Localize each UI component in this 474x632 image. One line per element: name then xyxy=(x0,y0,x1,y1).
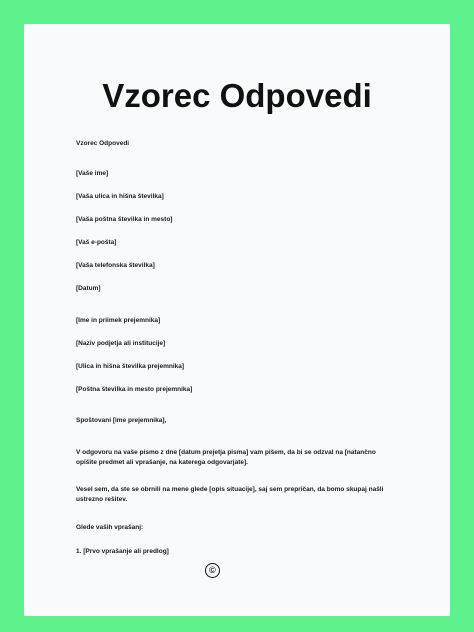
sender-street: [Vaša ulica in hišna številka] xyxy=(76,193,164,200)
sender-postal: [Vaša poštna številka in mesto] xyxy=(76,216,173,223)
paragraph-response: V odgovoru na vaše pismo z dne [datum prejetja pisma] vam pišem, da bi se odzval na [natančno opišite predmet ali vprašanje, na katerega odgovarjate]. xyxy=(76,449,376,466)
sender-phone: [Vaša telefonska številka] xyxy=(76,262,155,269)
recipient-postal: [Poštna številka in mesto prejemnika] xyxy=(76,386,193,393)
document-subtitle: Vzorec Odpovedi xyxy=(76,140,130,147)
paragraph-situation: Vesel sem, da ste se obrnili na mene glede [opis situacije], saj sem prepričan, da bomo skupaj našli ustrezno rešitev. xyxy=(76,486,384,503)
recipient-name: [Ime in priimek prejemnika] xyxy=(76,317,161,324)
recipient-company: [Naziv podjetja ali institucije] xyxy=(76,340,166,347)
sender-name: [Vaše ime] xyxy=(76,170,109,177)
document-title: Vzorec Odpovedi xyxy=(102,77,372,114)
copyright-icon: © xyxy=(205,563,220,578)
greeting: Spoštovani [ime prejemnika], xyxy=(76,417,167,424)
sender-email: [Vaš e-pošta] xyxy=(76,239,117,246)
question-item: 1. [Prvo vprašanje ali predlog] xyxy=(76,548,169,555)
questions-heading: Glede vaših vprašanj: xyxy=(76,524,144,531)
document-page xyxy=(24,24,450,616)
recipient-street: [Ulica in hišna številka prejemnika] xyxy=(76,363,185,370)
letter-date: [Datum] xyxy=(76,285,101,292)
